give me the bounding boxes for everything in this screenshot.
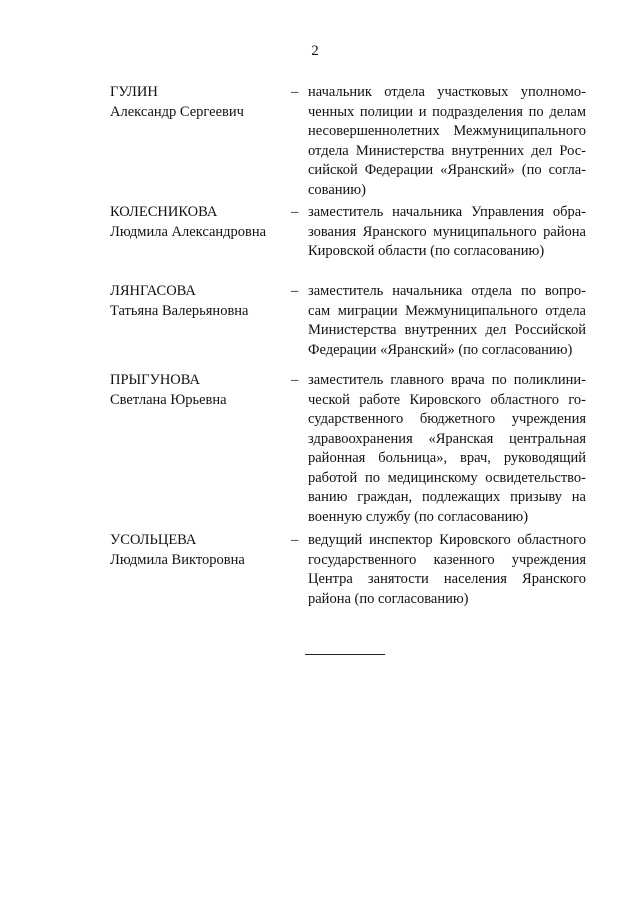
role-line: начальник отдела участковых уполномо- — [308, 84, 586, 100]
role-line: ведущий инспектор Кировского областного — [308, 532, 586, 548]
member-name — [110, 531, 285, 570]
role-line: заместитель начальника Управления обра- — [308, 204, 586, 220]
role-line: ченных полиции и подразделения по делам — [308, 103, 586, 120]
member-given-names: Александр Сергеевич — [110, 103, 244, 120]
member-surname: ГУЛИН — [110, 84, 158, 100]
member-name — [110, 282, 285, 321]
list-dash: – — [291, 372, 299, 388]
member-role — [308, 203, 586, 262]
list-dash: – — [291, 532, 299, 548]
member-name — [110, 83, 285, 122]
role-line: сам миграции Межмуниципального отдела — [308, 302, 586, 319]
member-name — [110, 371, 285, 410]
role-line: ванию граждан, подлежащих призыву на — [308, 489, 586, 505]
member-surname: УСОЛЬЦЕВА — [110, 532, 197, 548]
role-line: сованию) — [308, 181, 366, 198]
member-surname: КОЛЕСНИКОВА — [110, 204, 218, 220]
role-line: сийской Федерации «Яранский» (по согла- — [308, 162, 586, 178]
member-surname: ПРЫГУНОВА — [110, 372, 201, 388]
role-line: ческой работе Кировского областного го- — [308, 391, 586, 408]
member-given-names: Татьяна Валерьяновна — [110, 302, 249, 319]
role-line: заместитель главного врача по поликлини- — [308, 372, 586, 388]
page-number: 2 — [311, 43, 319, 59]
role-line: района (по согласованию) — [308, 590, 469, 607]
role-line: зования Яранского муниципального района — [308, 223, 586, 240]
member-given-names: Людмила Викторовна — [110, 551, 245, 568]
role-line: районная больница», врач, руководящий — [308, 450, 586, 466]
role-line: Министерства внутренних дел Российской — [308, 322, 586, 338]
member-role — [308, 531, 586, 609]
member-role — [308, 83, 586, 200]
role-line: заместитель начальника отдела по вопро- — [308, 283, 586, 299]
role-line: сударственного бюджетного учреждения — [308, 411, 586, 427]
role-line: работой по медицинскому освидетельство- — [308, 469, 586, 486]
role-line: военную службу (по согласованию) — [308, 508, 529, 525]
list-dash: – — [291, 283, 299, 299]
list-dash: – — [291, 84, 299, 100]
list-dash: – — [291, 204, 299, 220]
member-role — [308, 371, 586, 527]
role-line: здравоохранения «Яранская центральная — [308, 430, 586, 447]
role-line: Федерации «Яранский» (по согласованию) — [308, 341, 573, 358]
role-line: Кировской области (по согласованию) — [308, 243, 545, 259]
member-surname: ЛЯНГАСОВА — [110, 283, 196, 299]
role-line: отдела Министерства внутренних дел Рос- — [308, 142, 586, 159]
end-of-list-rule — [305, 654, 385, 655]
role-line: Центра занятости населения Яранского — [308, 571, 586, 587]
member-role — [308, 282, 586, 360]
member-name — [110, 203, 285, 242]
member-given-names: Людмила Александровна — [110, 223, 267, 240]
role-line: несовершеннолетних Межмуниципального — [308, 123, 586, 139]
role-line: государственного казенного учреждения — [308, 551, 586, 568]
member-given-names: Светлана Юрьевна — [110, 391, 227, 408]
